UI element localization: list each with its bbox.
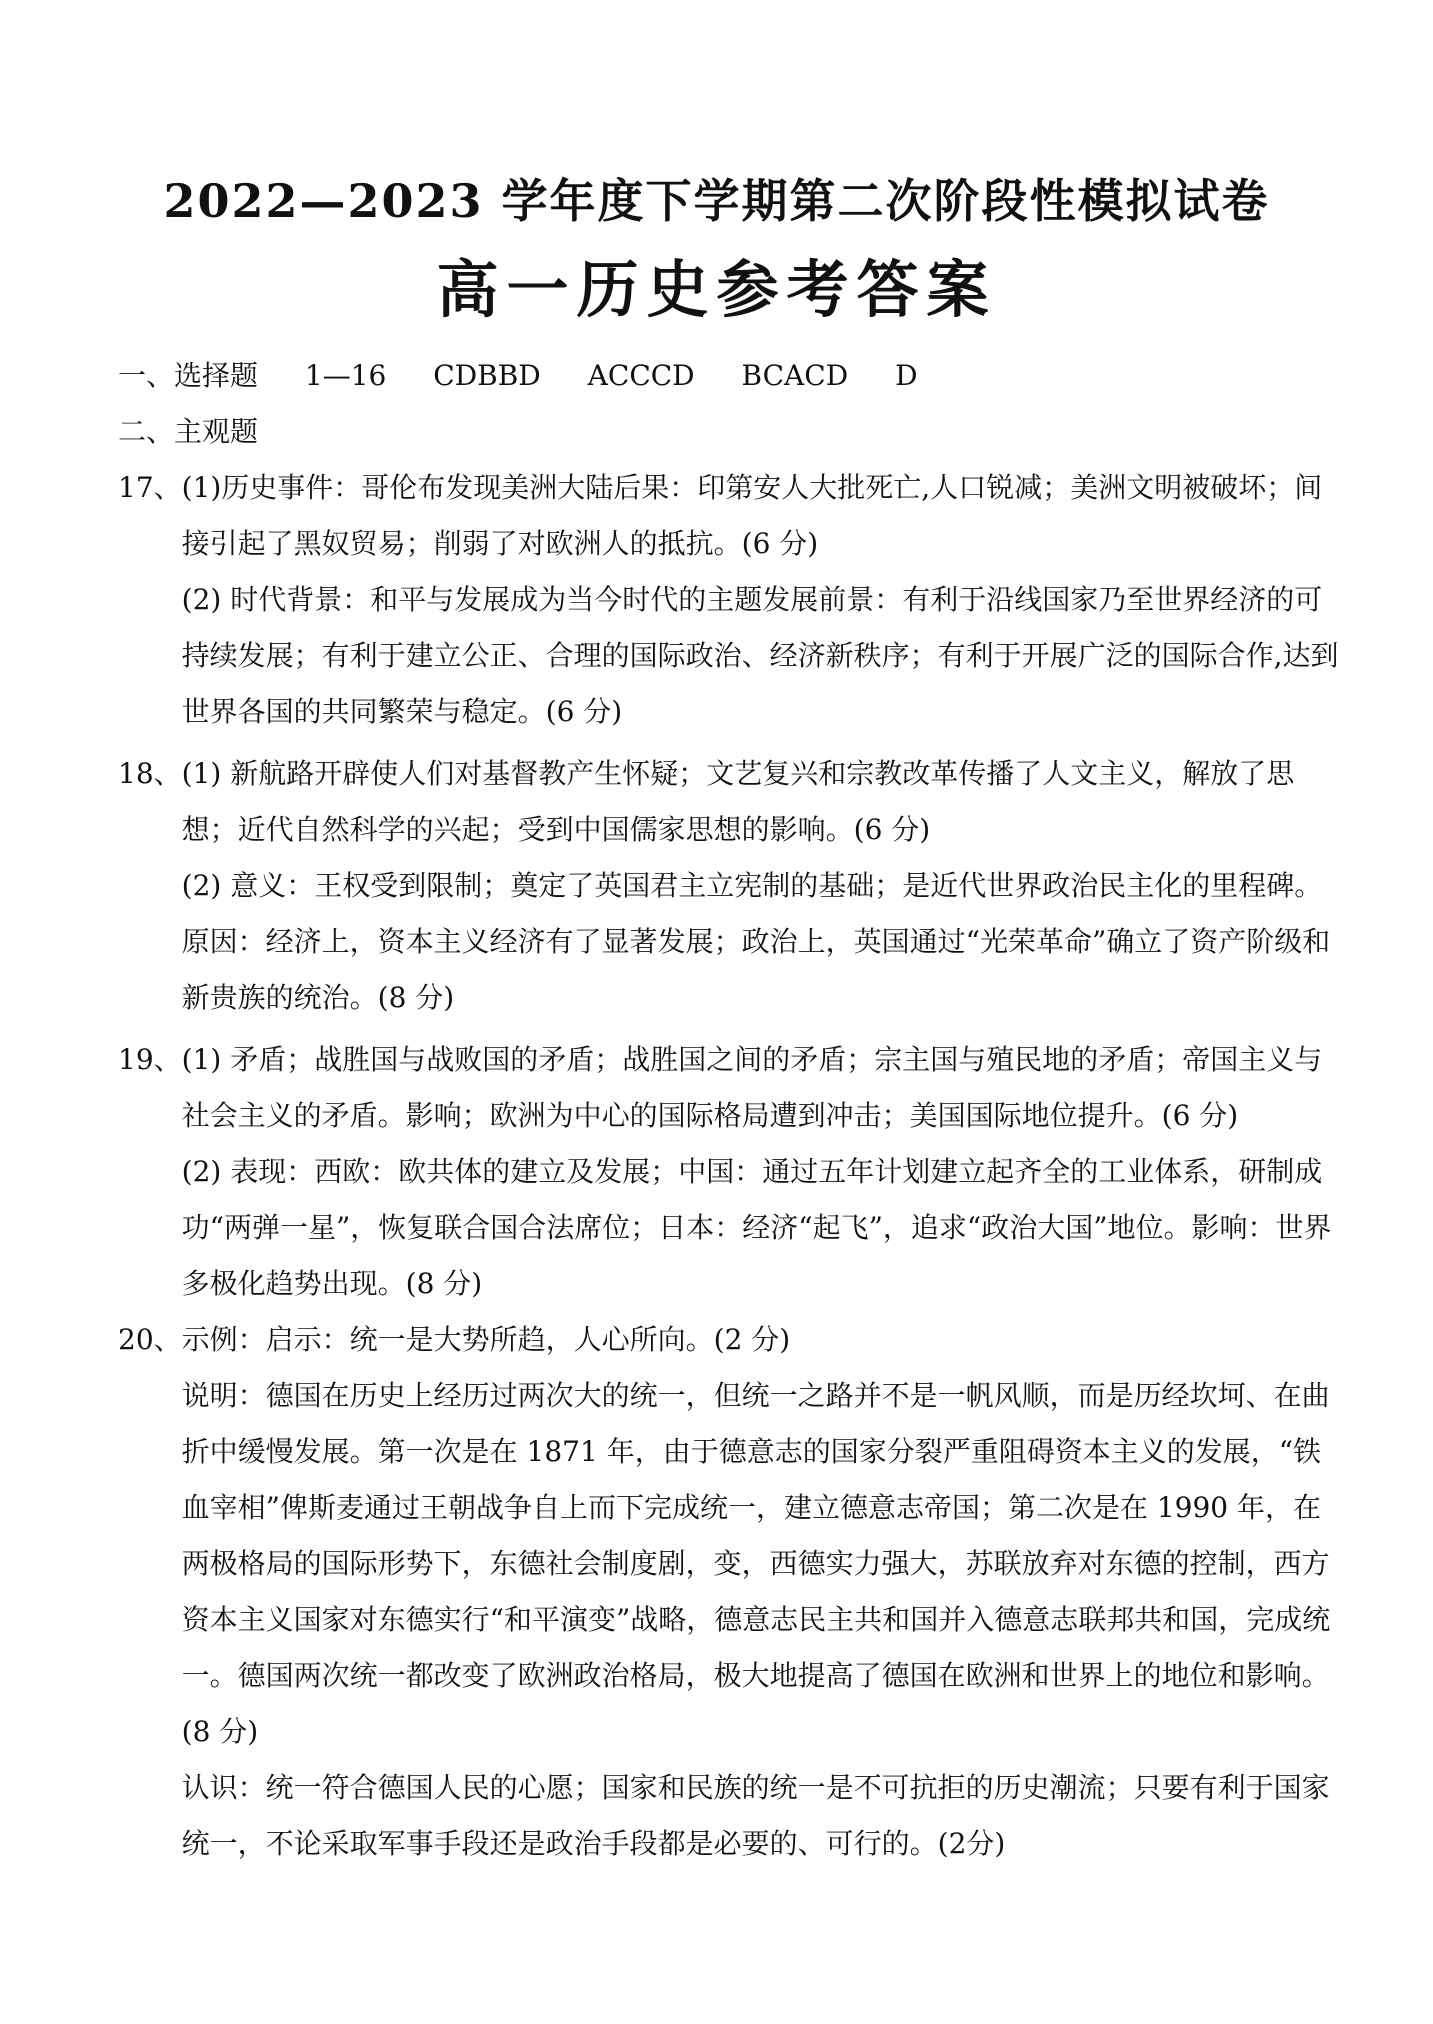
answer-part-1: (1) 矛盾；战胜国与战败国的矛盾；战胜国之间的矛盾；宗主国与殖民地的矛盾；帝国主义与社会主义的矛盾。影响；欧洲为中心的国际格局遭到冲击；美国国际地位提升。(6 分): [181, 1043, 1323, 1132]
answer-explanation: 说明：德国在历史上经历过两次大的统一，但统一之路并不是一帆风顺，而是历经坎坷、在曲折中缓慢发展。第一次是在 1871 年，由于德意志的国家分裂严重阻碍资本主义的发展，“铁血宰相”俾斯麦通过王朝战争自上而下完成统一，建立德意志帝国；第二次是在 1990 年，在两极格局的国际形势下，东德社会制度剧，变，西德实力强大，苏联放弃对东德的控制，西方资本主义国家对东德实行“和平演变”战略，德意志民主共和国并入德意志联邦共和国，完成统一。德国两次统一都改变了欧洲政治格局，极大地提高了德国在欧洲和世界上的地位和影响。(8 分): [181, 1379, 1331, 1748]
answer-part-1: (1)历史事件：哥伦布发现美洲大陆后果：印第安人大批死亡,人口锐减；美洲文明被破坏；间接引起了黑奴贸易；削弱了对欧洲人的抵抗。(6 分): [181, 471, 1323, 560]
question-18: [118, 746, 1343, 1026]
answer-group-2: ACCCD: [587, 359, 695, 392]
section-label-subjective: 二、主观题: [118, 415, 259, 448]
question-number: 18、: [118, 757, 182, 790]
question-number: 19、: [118, 1043, 182, 1076]
answer-understanding: 认识：统一符合德国人民的心愿；国家和民族的统一是不可抗拒的历史潮流；只要有利于国家统一，不论采取军事手段还是政治手段都是必要的、可行的。(2分): [181, 1771, 1330, 1860]
answer-group-1: CDBBD: [433, 359, 541, 392]
answer-example: 示例：启示：统一是大势所趋，人心所向。(2 分): [181, 1323, 791, 1356]
question-number: 20、: [118, 1323, 182, 1356]
answer-content: [118, 348, 1343, 1872]
section-label-choice: 一、选择题: [118, 359, 259, 392]
exam-title: 2022—2023 学年度下学期第二次阶段性模拟试卷: [163, 174, 1270, 228]
question-17: [118, 460, 1343, 740]
question-number: 17、: [118, 471, 182, 504]
question-19: [118, 1032, 1343, 1312]
answer-part-1: (1) 新航路开辟使人们对基督教产生怀疑；文艺复兴和宗教改革传播了人文主义，解放了思想；近代自然科学的兴起；受到中国儒家思想的影响。(6 分): [181, 757, 1295, 846]
answer-group-3: BCACD: [741, 359, 849, 392]
multiple-choice-answers: [118, 348, 1343, 404]
question-range: 1—16: [304, 359, 387, 392]
question-20: [118, 1312, 1343, 1872]
answer-group-4: D: [895, 359, 918, 392]
answer-part-2: (2) 时代背景：和平与发展成为当今时代的主题发展前景：有利于沿线国家乃至世界经济的可持续发展；有利于建立公正、合理的国际政治、经济新秩序；有利于开展广泛的国际合作,达到世界各国的共同繁荣与稳定。(6 分): [181, 583, 1339, 728]
answer-key-title: 高一历史参考答案: [436, 253, 997, 326]
answer-part-2: (2) 表现：西欧：欧共体的建立及发展；中国：通过五年计划建立起齐全的工业体系，研制成功“两弹一星”，恢复联合国合法席位；日本：经济“起飞”，追求“政治大国”地位。影响：世界多极化趋势出现。(8 分): [181, 1155, 1332, 1300]
answer-part-2: (2) 意义：王权受到限制；奠定了英国君主立宪制的基础；是近代世界政治民主化的里程碑。原因：经济上，资本主义经济有了显著发展；政治上，英国通过“光荣革命”确立了资产阶级和新贵族的统治。(8 分): [181, 869, 1331, 1014]
